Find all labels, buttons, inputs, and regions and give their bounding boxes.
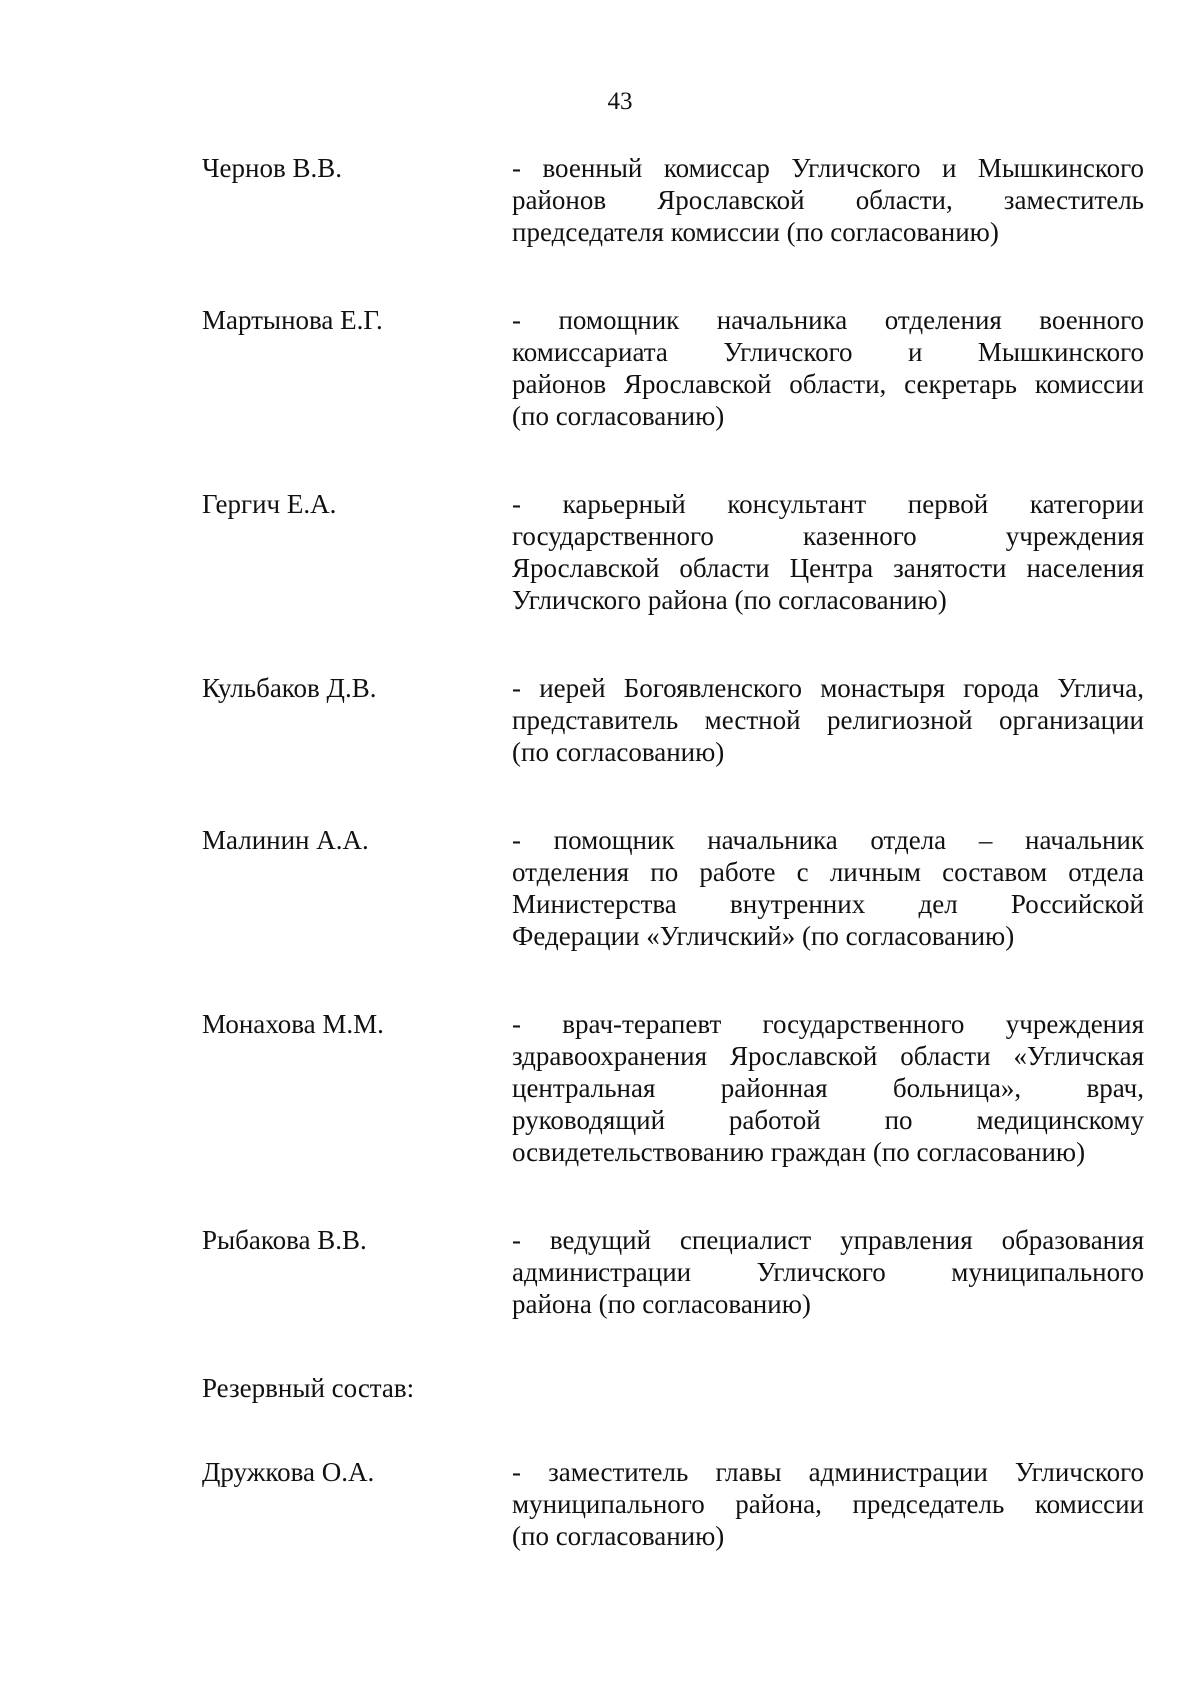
member-name: Рыбакова В.В.: [202, 1225, 367, 1255]
description-line: муниципального района, председатель комиссии: [512, 1489, 1144, 1519]
description-line: - карьерный консультант первой категории: [512, 489, 1144, 519]
reserve-member-entry: [202, 1456, 1144, 1552]
description-line: руководящий работой по медицинскому: [512, 1105, 1144, 1135]
reserve-heading: Резервный состав:: [202, 1373, 415, 1403]
member-description: [512, 152, 1144, 248]
description-line: Министерства внутренних дел Российской: [512, 889, 1144, 919]
member-entry: [202, 1008, 1144, 1168]
member-name: Малинин А.А.: [202, 825, 369, 855]
member-name: Чернов В.В.: [202, 153, 342, 183]
description-line: администрации Угличского муниципального: [512, 1257, 1144, 1287]
member-description: [512, 824, 1144, 952]
description-line: Угличского района (по согласованию): [512, 585, 947, 615]
member-name: Монахова М.М.: [202, 1009, 384, 1039]
description-line: - военный комиссар Угличского и Мышкинского: [512, 153, 1144, 183]
member-entry: [202, 672, 1144, 768]
member-name: Гергич Е.А.: [202, 489, 337, 519]
member-name: Мартынова Е.Г.: [202, 305, 383, 335]
description-line: района (по согласованию): [512, 1289, 811, 1319]
description-line: центральная районная больница», врач,: [512, 1073, 1144, 1103]
description-line: - иерей Богоявленского монастыря города Углича,: [512, 673, 1144, 703]
description-line: освидетельствованию граждан (по согласованию): [512, 1137, 1086, 1167]
description-line: государственного казенного учреждения: [512, 521, 1144, 551]
description-line: (по согласованию): [512, 1521, 725, 1551]
description-line: Федерации «Угличский» (по согласованию): [512, 921, 1015, 951]
member-description: [512, 304, 1144, 432]
description-line: председателя комиссии (по согласованию): [512, 217, 999, 247]
member-entry: [202, 1224, 1144, 1320]
member-entry: [202, 488, 1144, 616]
member-description: [512, 1456, 1144, 1552]
description-line: комиссариата Угличского и Мышкинского: [512, 337, 1144, 367]
member-entry: [202, 824, 1144, 952]
member-entry: [202, 304, 1144, 432]
description-line: отделения по работе с личным составом отдела: [512, 857, 1144, 887]
description-line: районов Ярославской области, заместитель: [512, 185, 1144, 215]
member-entry: [202, 152, 1144, 248]
description-line: - помощник начальника отделения военного: [512, 305, 1144, 335]
member-name: Кульбаков Д.В.: [202, 673, 377, 703]
page-number: 43: [607, 88, 633, 115]
description-line: Ярославской области Центра занятости населения: [512, 553, 1144, 583]
description-line: здравоохранения Ярославской области «Угличская: [512, 1041, 1144, 1071]
description-line: (по согласованию): [512, 401, 725, 431]
member-name: Дружкова О.А.: [202, 1457, 375, 1487]
description-line: - врач-терапевт государственного учреждения: [512, 1009, 1144, 1039]
description-line: - помощник начальника отдела – начальник: [512, 825, 1144, 855]
member-description: [512, 1224, 1144, 1320]
commission-member-list: [202, 152, 1144, 1552]
description-line: - ведущий специалист управления образования: [512, 1225, 1144, 1255]
member-description: [512, 672, 1144, 768]
description-line: - заместитель главы администрации Угличского: [512, 1457, 1144, 1487]
member-description: [512, 1008, 1144, 1168]
description-line: представитель местной религиозной организации: [512, 705, 1144, 735]
description-line: районов Ярославской области, секретарь комиссии: [512, 369, 1144, 399]
description-line: (по согласованию): [512, 737, 725, 767]
member-description: [512, 488, 1144, 616]
